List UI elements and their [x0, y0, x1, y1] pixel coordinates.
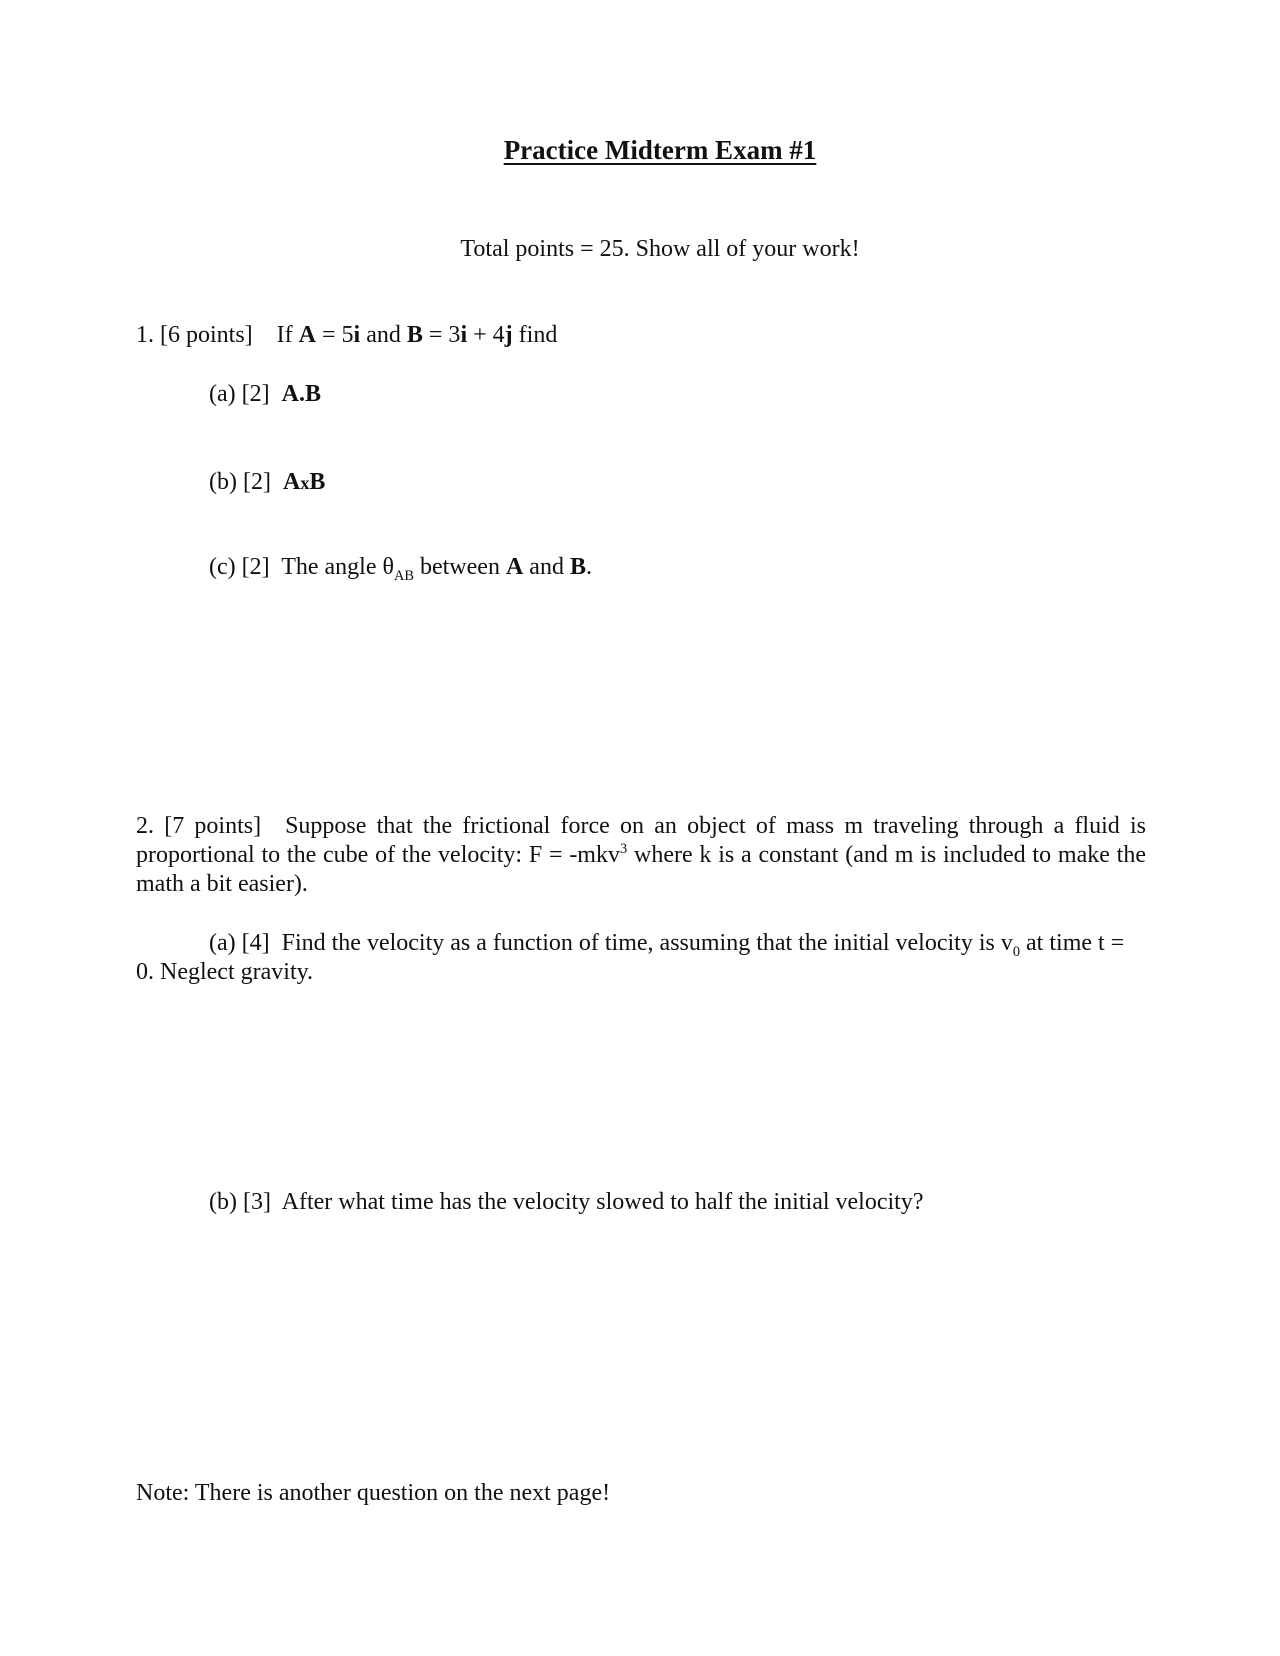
- question-2: [136, 812, 1146, 899]
- equation-part: + 4: [467, 322, 505, 348]
- question-2-text: where k is a constant (and m is included to make the math a bit easier).: [136, 842, 1146, 897]
- question-2a: [136, 929, 1146, 987]
- conjunction: and: [523, 554, 570, 580]
- equation-part: = 3: [422, 322, 461, 348]
- question-2b-text: After what time has the velocity slowed to half the initial velocity?: [281, 1189, 924, 1215]
- vector-a: A: [298, 322, 316, 348]
- question-1a: [209, 381, 321, 409]
- unit-vector-i: i: [460, 322, 468, 348]
- question-2a-text: at time t = 0. Neglect gravity.: [136, 930, 1125, 985]
- question-2a-text: Find the velocity as a function of time, assuming that the initial velocity is v: [281, 930, 1013, 956]
- vector-b: B: [569, 554, 586, 580]
- question-1: [136, 322, 557, 350]
- unit-vector-j: j: [504, 322, 513, 348]
- question-1c-text: The angle θ: [281, 554, 394, 580]
- page-title: Practice Midterm Exam #1: [503, 135, 817, 165]
- question-1b-label: (b) [2]: [209, 469, 271, 495]
- punctuation: .: [585, 554, 592, 580]
- unit-vector-i: i: [353, 322, 361, 348]
- vector-a: A: [282, 469, 301, 495]
- angle-subscript: AB: [393, 567, 414, 584]
- question-2b-label: (b) [3]: [209, 1189, 271, 1215]
- cross-symbol: x: [300, 473, 310, 493]
- vector-a: A: [505, 554, 524, 580]
- note: Note: There is another question on the next page!: [136, 1480, 611, 1506]
- question-2a-label: (a) [4]: [209, 930, 270, 956]
- question-1c-label: (c) [2]: [209, 554, 270, 580]
- vector-b: B: [406, 322, 423, 348]
- equation-part: = 5: [316, 322, 354, 348]
- question-2b: [209, 1189, 923, 1217]
- question-1a-label: (a) [2]: [209, 381, 270, 407]
- question-2-label: 2. [7 points]: [136, 813, 262, 839]
- exponent: 3: [619, 841, 628, 857]
- total-points-instruction: Total points = 25. Show all of your work!: [460, 236, 860, 262]
- question-1-label: 1. [6 points]: [136, 322, 253, 348]
- vector-b: B: [309, 469, 326, 495]
- question-1b: [209, 469, 325, 497]
- equation-part: find: [512, 322, 558, 348]
- question-1a-text: A.B: [281, 381, 321, 407]
- velocity-subscript: 0: [1012, 943, 1021, 960]
- question-1c: [209, 554, 592, 582]
- question-2-text: Suppose that the frictional force on an object of mass m traveling through a fluid is proportional to the cube of the velocity: F = -mkv: [136, 813, 1146, 868]
- conjunction: and: [360, 322, 407, 348]
- question-1c-text: between: [413, 554, 506, 580]
- question-1-prefix: If: [276, 322, 293, 348]
